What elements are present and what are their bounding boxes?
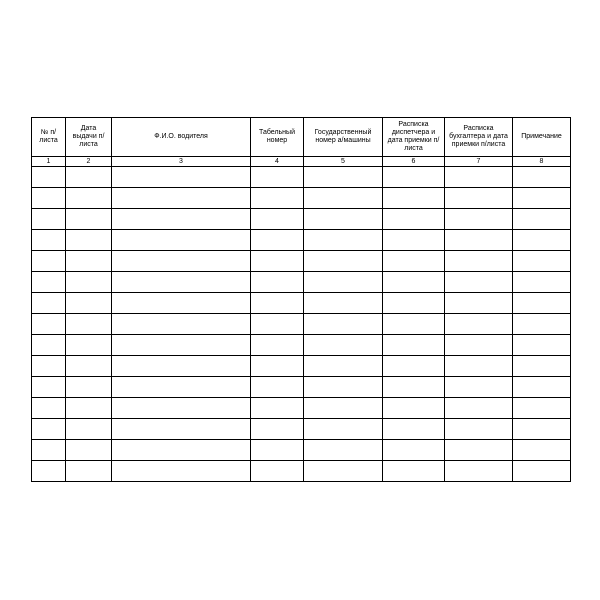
table-cell[interactable]: [32, 230, 66, 251]
table-cell[interactable]: [445, 293, 513, 314]
table-cell[interactable]: [383, 419, 445, 440]
table-cell[interactable]: [251, 440, 304, 461]
table-cell[interactable]: [445, 272, 513, 293]
table-cell[interactable]: [304, 188, 383, 209]
table-cell[interactable]: [513, 272, 571, 293]
table-cell[interactable]: [251, 461, 304, 482]
table-cell[interactable]: [251, 188, 304, 209]
table-cell[interactable]: [66, 230, 112, 251]
table-cell[interactable]: [304, 461, 383, 482]
table-cell[interactable]: [513, 356, 571, 377]
header-cell-4: Табельный номер: [251, 118, 304, 157]
table-cell[interactable]: [383, 398, 445, 419]
table-cell[interactable]: [513, 398, 571, 419]
header-cell-6: Расписка диспетчера и дата приемки п/листа: [383, 118, 445, 157]
table-cell[interactable]: [112, 314, 251, 335]
table-cell[interactable]: [32, 335, 66, 356]
header-cell-2: Дата выдачи п/листа: [66, 118, 112, 157]
table-cell[interactable]: [66, 188, 112, 209]
table-row: [32, 272, 571, 293]
table-cell[interactable]: [66, 461, 112, 482]
table-cell[interactable]: [251, 293, 304, 314]
table-cell[interactable]: [304, 272, 383, 293]
table-cell[interactable]: [445, 188, 513, 209]
table-cell[interactable]: [32, 272, 66, 293]
table-cell[interactable]: [445, 251, 513, 272]
column-number-4: 4: [251, 157, 304, 167]
column-number-row: [32, 157, 571, 167]
table-cell[interactable]: [32, 377, 66, 398]
table-cell[interactable]: [32, 314, 66, 335]
table-row: [32, 167, 571, 188]
table-cell[interactable]: [66, 377, 112, 398]
table-cell[interactable]: [32, 419, 66, 440]
column-number-7: 7: [445, 157, 513, 167]
table-cell[interactable]: [513, 335, 571, 356]
header-cell-1: № п/листа: [32, 118, 66, 157]
table-cell[interactable]: [304, 356, 383, 377]
table-cell[interactable]: [445, 314, 513, 335]
table-cell[interactable]: [251, 314, 304, 335]
table-cell[interactable]: [251, 230, 304, 251]
table-row: [32, 188, 571, 209]
table-cell[interactable]: [513, 377, 571, 398]
table-cell[interactable]: [112, 419, 251, 440]
table-cell[interactable]: [513, 293, 571, 314]
column-number-5: 5: [304, 157, 383, 167]
table-cell[interactable]: [112, 461, 251, 482]
table-cell[interactable]: [383, 251, 445, 272]
table-cell[interactable]: [383, 167, 445, 188]
table-cell[interactable]: [66, 335, 112, 356]
table-cell[interactable]: [66, 272, 112, 293]
table-row: [32, 209, 571, 230]
table-cell[interactable]: [66, 419, 112, 440]
table-cell[interactable]: [383, 272, 445, 293]
table-row: [32, 377, 571, 398]
table-cell[interactable]: [32, 188, 66, 209]
table-cell[interactable]: [112, 335, 251, 356]
table-cell[interactable]: [251, 377, 304, 398]
table-cell[interactable]: [445, 440, 513, 461]
table-cell[interactable]: [251, 209, 304, 230]
table-cell[interactable]: [112, 251, 251, 272]
table-cell[interactable]: [383, 209, 445, 230]
table-cell[interactable]: [304, 293, 383, 314]
table-cell[interactable]: [66, 293, 112, 314]
table-cell[interactable]: [251, 335, 304, 356]
table-cell[interactable]: [32, 398, 66, 419]
table-row: [32, 461, 571, 482]
header-cell-5: Государственный номер а/машины: [304, 118, 383, 157]
column-number-2: 2: [66, 157, 112, 167]
table-cell[interactable]: [383, 293, 445, 314]
header-cell-3: Ф.И.О. водителя: [112, 118, 251, 157]
table-cell[interactable]: [304, 209, 383, 230]
table-cell[interactable]: [513, 209, 571, 230]
table-cell[interactable]: [304, 167, 383, 188]
table-cell[interactable]: [304, 377, 383, 398]
table-cell[interactable]: [513, 167, 571, 188]
table-cell[interactable]: [445, 230, 513, 251]
table-cell[interactable]: [32, 440, 66, 461]
table-cell[interactable]: [513, 440, 571, 461]
table-row: [32, 419, 571, 440]
table-cell[interactable]: [383, 461, 445, 482]
table-cell[interactable]: [66, 251, 112, 272]
table-cell[interactable]: [112, 230, 251, 251]
header-row: [32, 118, 571, 157]
table-cell[interactable]: [112, 272, 251, 293]
table-cell[interactable]: [112, 167, 251, 188]
table-cell[interactable]: [66, 356, 112, 377]
table-cell[interactable]: [32, 356, 66, 377]
table-cell[interactable]: [513, 314, 571, 335]
table-cell[interactable]: [513, 419, 571, 440]
table-cell[interactable]: [304, 335, 383, 356]
table-cell[interactable]: [251, 356, 304, 377]
table-cell[interactable]: [112, 188, 251, 209]
table-row: [32, 356, 571, 377]
table-cell[interactable]: [445, 398, 513, 419]
table-cell[interactable]: [66, 440, 112, 461]
table-cell[interactable]: [304, 440, 383, 461]
table-cell[interactable]: [251, 167, 304, 188]
table-cell[interactable]: [383, 335, 445, 356]
table-row: [32, 398, 571, 419]
table-cell[interactable]: [32, 251, 66, 272]
column-number-1: 1: [32, 157, 66, 167]
table-row: [32, 293, 571, 314]
header-cell-8: Примечание: [513, 118, 571, 157]
table-cell[interactable]: [445, 419, 513, 440]
table-cell[interactable]: [112, 440, 251, 461]
table-cell[interactable]: [32, 167, 66, 188]
table-cell[interactable]: [383, 440, 445, 461]
table-cell[interactable]: [112, 377, 251, 398]
table-cell[interactable]: [445, 335, 513, 356]
table-cell[interactable]: [32, 209, 66, 230]
table-cell[interactable]: [251, 419, 304, 440]
table-row: [32, 440, 571, 461]
table-cell[interactable]: [112, 398, 251, 419]
table-cell[interactable]: [513, 461, 571, 482]
table-cell[interactable]: [383, 188, 445, 209]
table-cell[interactable]: [383, 314, 445, 335]
table-cell[interactable]: [66, 314, 112, 335]
table-cell[interactable]: [445, 356, 513, 377]
column-number-3: 3: [112, 157, 251, 167]
table-row: [32, 314, 571, 335]
table-cell[interactable]: [304, 314, 383, 335]
table-cell[interactable]: [304, 230, 383, 251]
column-number-6: 6: [383, 157, 445, 167]
table-cell[interactable]: [304, 419, 383, 440]
column-number-8: 8: [513, 157, 571, 167]
table-cell[interactable]: [383, 356, 445, 377]
waybill-journal-table: [31, 117, 571, 482]
table-cell[interactable]: [66, 209, 112, 230]
table-cell[interactable]: [513, 251, 571, 272]
table-cell[interactable]: [445, 377, 513, 398]
table-cell[interactable]: [112, 293, 251, 314]
table-cell[interactable]: [251, 272, 304, 293]
table-cell[interactable]: [445, 209, 513, 230]
table-cell[interactable]: [66, 167, 112, 188]
table-cell[interactable]: [383, 377, 445, 398]
table-cell[interactable]: [112, 356, 251, 377]
table-cell[interactable]: [32, 461, 66, 482]
table-body: [32, 167, 571, 482]
table-cell[interactable]: [251, 398, 304, 419]
table-cell[interactable]: [112, 209, 251, 230]
table-cell[interactable]: [513, 188, 571, 209]
table-cell[interactable]: [383, 230, 445, 251]
table-cell[interactable]: [32, 293, 66, 314]
table-cell[interactable]: [304, 398, 383, 419]
header-cell-7: Расписка бухгалтера и дата приемки п/листа: [445, 118, 513, 157]
table-cell[interactable]: [66, 398, 112, 419]
table-row: [32, 230, 571, 251]
table-row: [32, 251, 571, 272]
table-cell[interactable]: [513, 230, 571, 251]
table-row: [32, 335, 571, 356]
table-cell[interactable]: [445, 167, 513, 188]
table-cell[interactable]: [304, 251, 383, 272]
table-cell[interactable]: [445, 461, 513, 482]
table-cell[interactable]: [251, 251, 304, 272]
